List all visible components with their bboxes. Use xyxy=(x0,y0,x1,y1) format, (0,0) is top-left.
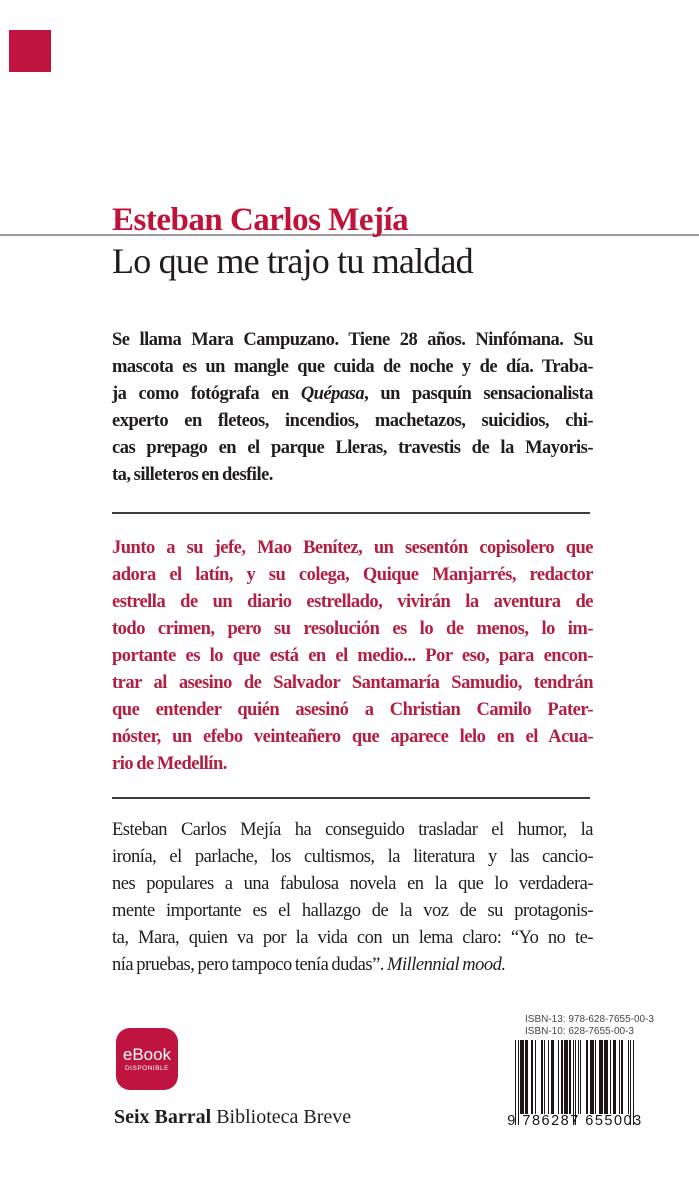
ebook-badge-subtitle: DISPONIBLE xyxy=(124,1064,169,1072)
collection-name: Biblioteca Breve xyxy=(216,1106,352,1128)
isbn-block xyxy=(525,1014,654,1037)
isbn-13-label: ISBN-13: 978-628-7655-00-3 xyxy=(525,1014,654,1025)
ebook-available-badge xyxy=(116,1028,178,1090)
isbn-10-label: ISBN-10: 628-7655-00-3 xyxy=(525,1025,634,1037)
book-title: Lo que me trajo tu maldad xyxy=(112,241,473,281)
ean-barcode xyxy=(507,1040,643,1130)
divider-top xyxy=(112,512,590,514)
ebook-badge-title: eBook xyxy=(122,1044,172,1064)
author-name: Esteban Carlos Mejía xyxy=(112,202,409,238)
divider-bottom xyxy=(112,797,590,799)
publisher-imprint xyxy=(114,1104,351,1130)
synopsis-paragraph: Se llama Mara Campuzano. Tiene 28 años. Ninfómana. Su mascota es un mangle que cuida de noche y de día. Traba- ja como fotógrafa en Quépasa, un pasquín sensacionalista experto en fleteos, incendios, machetazos, suicidios, chi- cas prepago en el parque Lleras, travestis de la Mayoris- ta, silleteros en desfile. xyxy=(112,330,593,485)
review-paragraph: Esteban Carlos Mejía ha conseguido trasladar el humor, la ironía, el parlache, los cultismos, la literatura y las cancio- nes populares a una fabulosa novela en la que lo verdadera- mente importante es el hallazgo de la voz de su protagonis- ta, Mara, quien va por la vida con un lema claro: “Yo no te- nía pruebas, pero tampoco tenía dudas”. Millennial mood. xyxy=(112,820,593,975)
plot-paragraph: Junto a su jefe, Mao Benítez, un sesentón copisolero que adora el latín, y su colega, Quique Manjarrés, redactor estrella de un diario estrellado, vivirán la aventura de todo crimen, pero su resolución es lo de menos, lo im- portante es lo que está en el medio... Por eso, para encon- trar al asesino de Salvador Santamaría Samudio, tendrán que entender quién asesinó a Christian Camilo Pater- nóster, un efebo veinteañero que aparece lelo en el Acua- rio de Medellín. xyxy=(112,538,593,774)
publisher-name: Seix Barral xyxy=(114,1106,212,1128)
barcode-number: 9 786287 655003 xyxy=(507,1113,643,1129)
publisher-red-square-logo xyxy=(9,30,51,72)
